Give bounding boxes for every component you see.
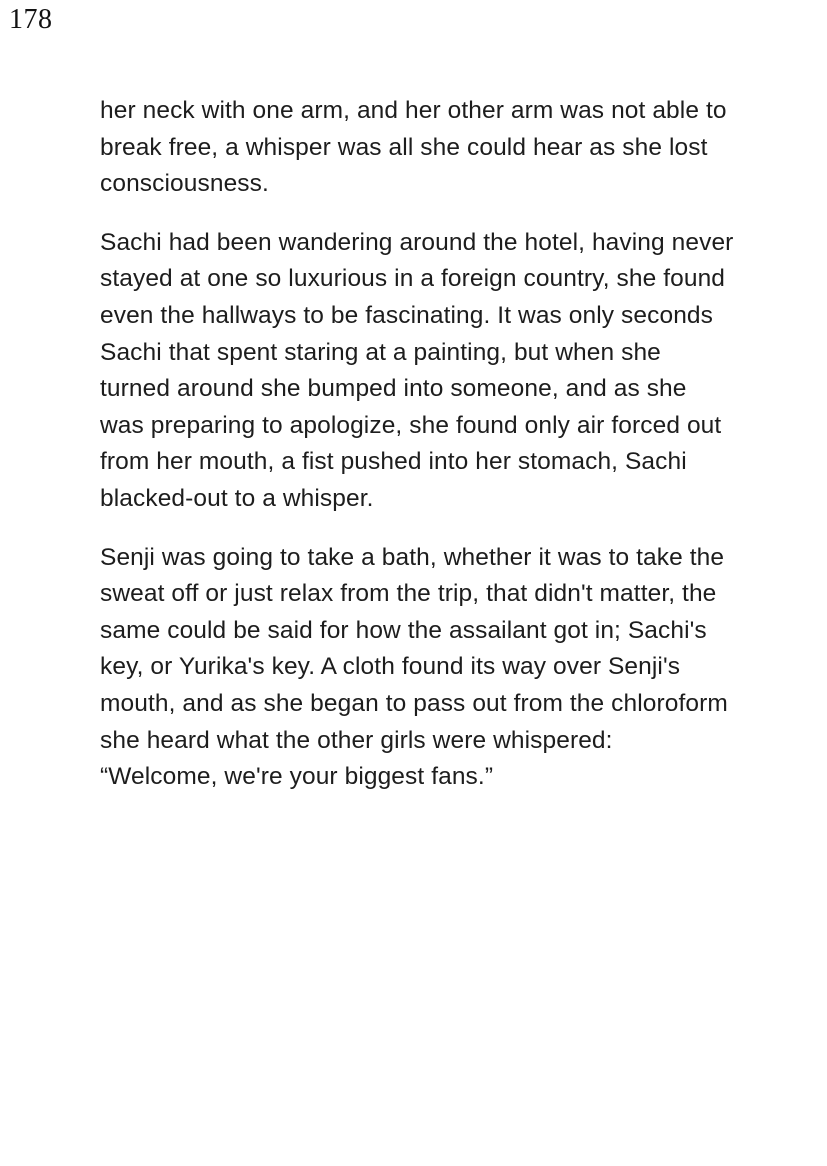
page-number: 178 xyxy=(9,4,53,35)
paragraph: Sachi had been wandering around the hotel, having never stayed at one so luxurious in a foreign country, she found even the hallways to be fascinating. It was only seconds Sachi that spent staring at a painting, but when she turned around she bumped into someone, and as she was preparing to apologize, she found only air forced out from her mouth, a fist pushed into her stomach, Sachi blacked-out to a whisper. xyxy=(100,228,734,512)
page-body-text xyxy=(100,93,736,818)
paragraph: Senji was going to take a bath, whether it was to take the sweat off or just relax from the trip, that didn't matter, the same could be said for how the assailant got in; Sachi's key, or Yurika's key. A cloth found its way over Senji's mouth, and as she began to pass out from the chloroform she heard what the other girls were whispered: “Welcome, we're your biggest fans.” xyxy=(100,543,728,791)
paragraph: her neck with one arm, and her other arm was not able to break free, a whisper was all she could hear as she lost consciousness. xyxy=(100,97,727,198)
